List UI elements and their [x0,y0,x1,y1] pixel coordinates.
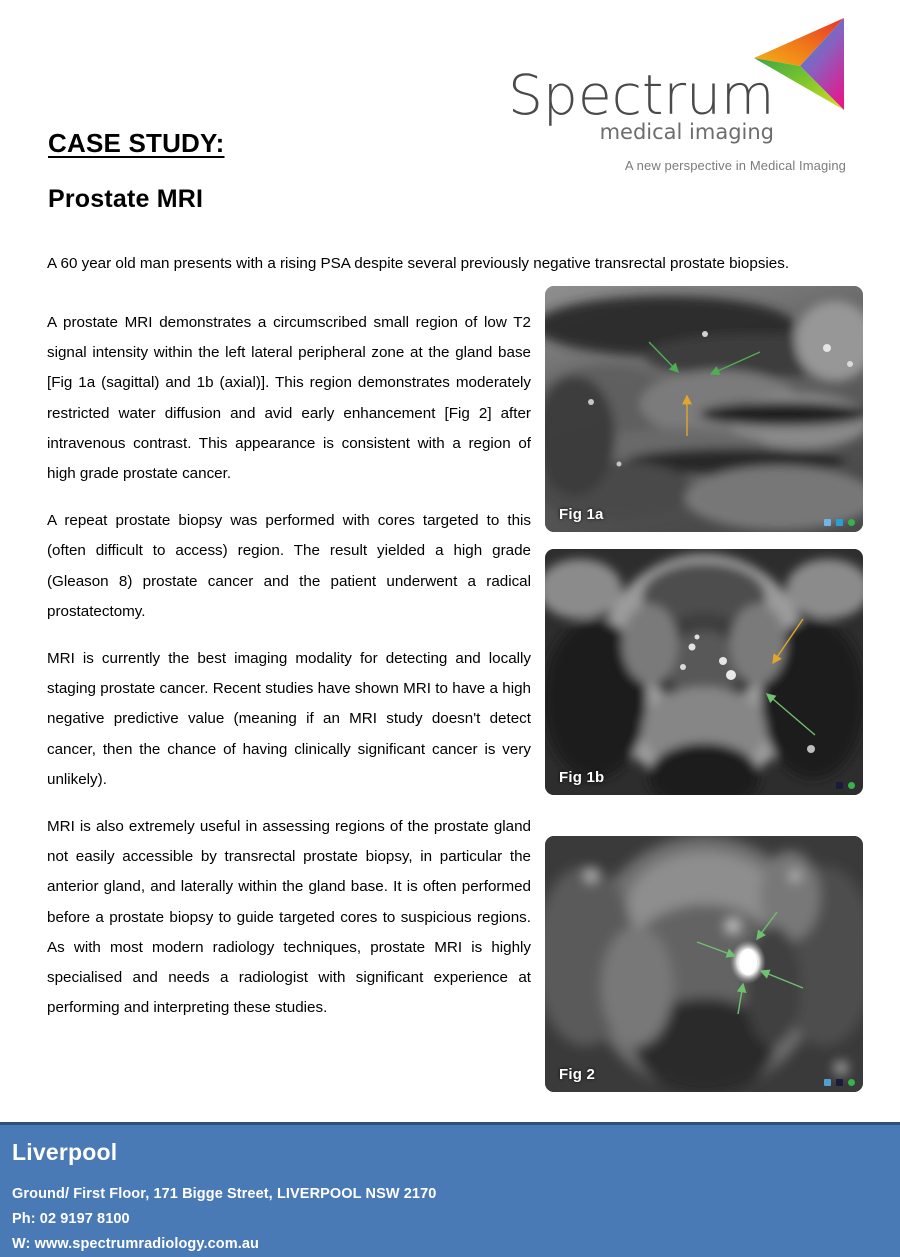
figure-corner-dots [824,1079,855,1086]
brand-header [508,14,848,173]
figure-1a [545,286,863,532]
indicator-dot [836,1079,843,1086]
footer [0,1125,900,1257]
figure-label: Fig 2 [559,1066,596,1083]
page-title: Prostate MRI [48,185,204,213]
body-paragraph: MRI is currently the best imaging modality for detecting and locally staging prostate cancer. Recent studies have shown MRI to have a high negative predictive value (meaning if an MRI study doesn't detect cancer, then the chance of having clinically significant cancer is very unlikely). [47,650,531,788]
figure-corner-dots [836,782,855,789]
figure-2 [545,836,863,1092]
brand-tagline: A new perspective in Medical Imaging [624,158,846,173]
figure-corner-dots [824,519,855,526]
logo-row [508,14,848,142]
footer-branch-name: Liverpool [12,1139,118,1165]
indicator-dot [848,519,855,526]
footer-address: Ground/ First Floor, 171 Bigge Street, LIVERPOOL NSW 2170 [12,1186,437,1202]
brand-subtitle: medical imaging [599,120,774,144]
indicator-dot [836,519,843,526]
indicator-dot [848,782,855,789]
brand-wordmark [508,63,778,144]
indicator-dot [824,519,831,526]
figure-label: Fig 1a [559,506,604,523]
indicator-dot [848,1079,855,1086]
brand-name: Spectrum [508,63,775,127]
body-paragraph: A repeat prostate biopsy was performed with cores targeted to this (often difficult to access) region. The result yielded a high grade (Gleason 8) prostate cancer and the patient underwent a radical prostatectomy. [47,512,531,620]
figure-label: Fig 1b [559,769,605,786]
footer-website[interactable]: W: www.spectrumradiology.com.au [12,1236,259,1252]
footer-phone: Ph: 02 9197 8100 [12,1211,130,1227]
lead-paragraph: A 60 year old man presents with a rising PSA despite several previously negative transrectal prostate biopsies. [47,255,790,272]
indicator-dot [836,782,843,789]
page-kicker: CASE STUDY: [48,128,225,158]
body-text-column [47,308,531,1023]
figure-1b [545,549,863,795]
indicator-dot [824,1079,831,1086]
body-paragraph: A prostate MRI demonstrates a circumscribed small region of low T2 signal intensity within the left lateral peripheral zone at the gland base [Fig 1a (sagittal) and 1b (axial)]. This region demonstrates moderately restricted water diffusion and avid early enhancement [Fig 2] after intravenous contrast. This appearance is consistent with a region of high grade prostate cancer. [47,314,531,483]
body-paragraph: MRI is also extremely useful in assessing regions of the prostate gland not easily accessible by transrectal prostate biopsy, in particular the anterior gland, and laterally within the gland base. It is often performed before a prostate biopsy to guide targeted cores to suspicious regions. As with most modern radiology techniques, prostate MRI is highly specialised and needs a radiologist with significant experience at performing and interpreting these studies. [47,818,531,1017]
